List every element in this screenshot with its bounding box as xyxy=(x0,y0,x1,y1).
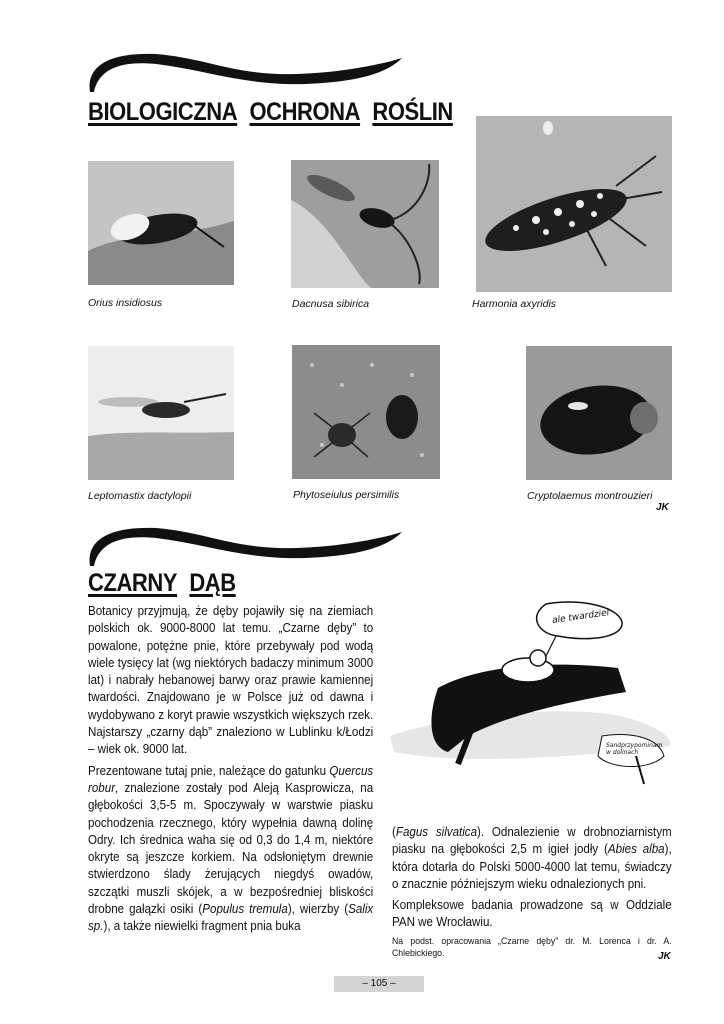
photo-cryptolaemus-montrouzieri xyxy=(526,346,672,480)
title-word: CZARNY xyxy=(88,569,178,597)
text-run: ), a także niewielki fragment pnia buka xyxy=(103,919,301,934)
decorative-swoosh-top xyxy=(86,48,406,96)
sign-text: Sandprzypominam w dolinach xyxy=(606,742,663,756)
section-title-black-oak xyxy=(88,569,248,598)
species-name: Quercus robur xyxy=(88,763,374,795)
section-title-biological-protection xyxy=(88,98,465,127)
species-name: Populus tremula xyxy=(202,902,288,917)
title-word: BIOLOGICZNA xyxy=(88,98,238,126)
photo-caption: Leptomastix dactylopii xyxy=(88,490,192,502)
cartoon-black-oak xyxy=(388,596,678,796)
photo-orius-insidiosus xyxy=(88,161,234,285)
species-name: Salix sp. xyxy=(88,902,374,934)
article-right-column xyxy=(392,824,672,964)
photo-phytoseiulus-persimilis xyxy=(292,345,440,479)
article-paragraph: Kompleksowe badania prowadzone są w Oddziale PAN we Wrocławiu. xyxy=(392,898,672,930)
photo-harmonia-axyridis xyxy=(476,116,672,292)
text-run: ), która dotarła do Polski 5000-4000 lat temu, świadczy o znacznie późniejszym wieku odnalezionych pni. xyxy=(392,842,672,891)
article-paragraph: (Fagus silvatica). Odnalezienie w drobnoziarnistym piasku na głębokości 2,5 m igieł jodły (Abies alba), która dotarła do Polski 5000-4000 lat temu, świadczy o znacznie późniejszym wieku odnalezionych pni. xyxy=(392,825,672,891)
speech-bubble-text: ale twardziel xyxy=(551,608,610,626)
photo-caption: Phytoseiulus persimilis xyxy=(293,489,400,501)
photo-caption: Cryptolaemus montrouzieri xyxy=(527,490,653,502)
title-word: DĄB xyxy=(189,569,236,597)
decorative-swoosh-middle xyxy=(86,522,406,570)
author-signature: JK xyxy=(658,951,671,962)
text-run: Prezentowane tutaj pnie, należące do gatunku xyxy=(88,763,330,778)
source-note: Na podst. opracowania „Czarne dęby” dr. M. Lorenca i dr. A. Chlebickiego. xyxy=(392,935,672,959)
text-run: ). Odnalezienie w drobnoziarnistym piasku na głębokości 2,5 m igieł jodły ( xyxy=(392,825,672,857)
title-word: OCHRONA xyxy=(249,98,361,126)
title-word: ROŚLIN xyxy=(372,98,453,126)
species-name: Fagus silvatica xyxy=(395,825,478,839)
article-paragraph xyxy=(88,763,373,936)
species-name: Abies alba xyxy=(607,842,665,857)
photo-caption: Harmonia axyridis xyxy=(472,298,557,310)
photo-dacnusa-sibirica xyxy=(291,160,439,288)
photo-leptomastix-dactylopii xyxy=(88,346,234,480)
page-number: – 105 – xyxy=(334,976,424,992)
article-left-column xyxy=(88,603,373,940)
text-run: ), wierzby ( xyxy=(287,902,349,917)
photo-caption: Dacnusa sibirica xyxy=(292,298,370,310)
author-signature: JK xyxy=(656,502,669,513)
photo-caption: Orius insidiosus xyxy=(88,297,163,309)
text-run: , znalezione zostały pod Aleją Kasprowicza, na głębokości 3,5-5 m. Spoczywały w warstwie piasku pochodzenia rzecznego, który wypełnia dawną dolinę Odry. Ich średnica waha się od 0,3 do 1,4 m, niektóre okryte są jeszcze korkiem. Na odsłoniętym drewnie stwierdzono ślady żerujących niegdyś owadów, szczątki muszli skójek, a w bezpośredniej bliskości drobne gałązki osiki ( xyxy=(88,780,374,917)
article-paragraph: Botanicy przyjmują, że dęby pojawiły się na ziemiach polskich ok. 9000-8000 lat temu. „Czarne dęby” to powalone, potężne pnie, które przebywały pod wodą wiele tysięcy lat (wg niektórych badaczy minimum 3000 lat) i nabrały hebanowej barwy oraz prawie kamiennej twardości. Znajdowano je w Polsce już od dawna i wydobywano z koryt prawie wszystkich większych rzek. Najstarszy „czarny dąb” znaleziono w Lublinku k/Łodzi – wiek ok. 9000 lat. xyxy=(88,604,374,757)
